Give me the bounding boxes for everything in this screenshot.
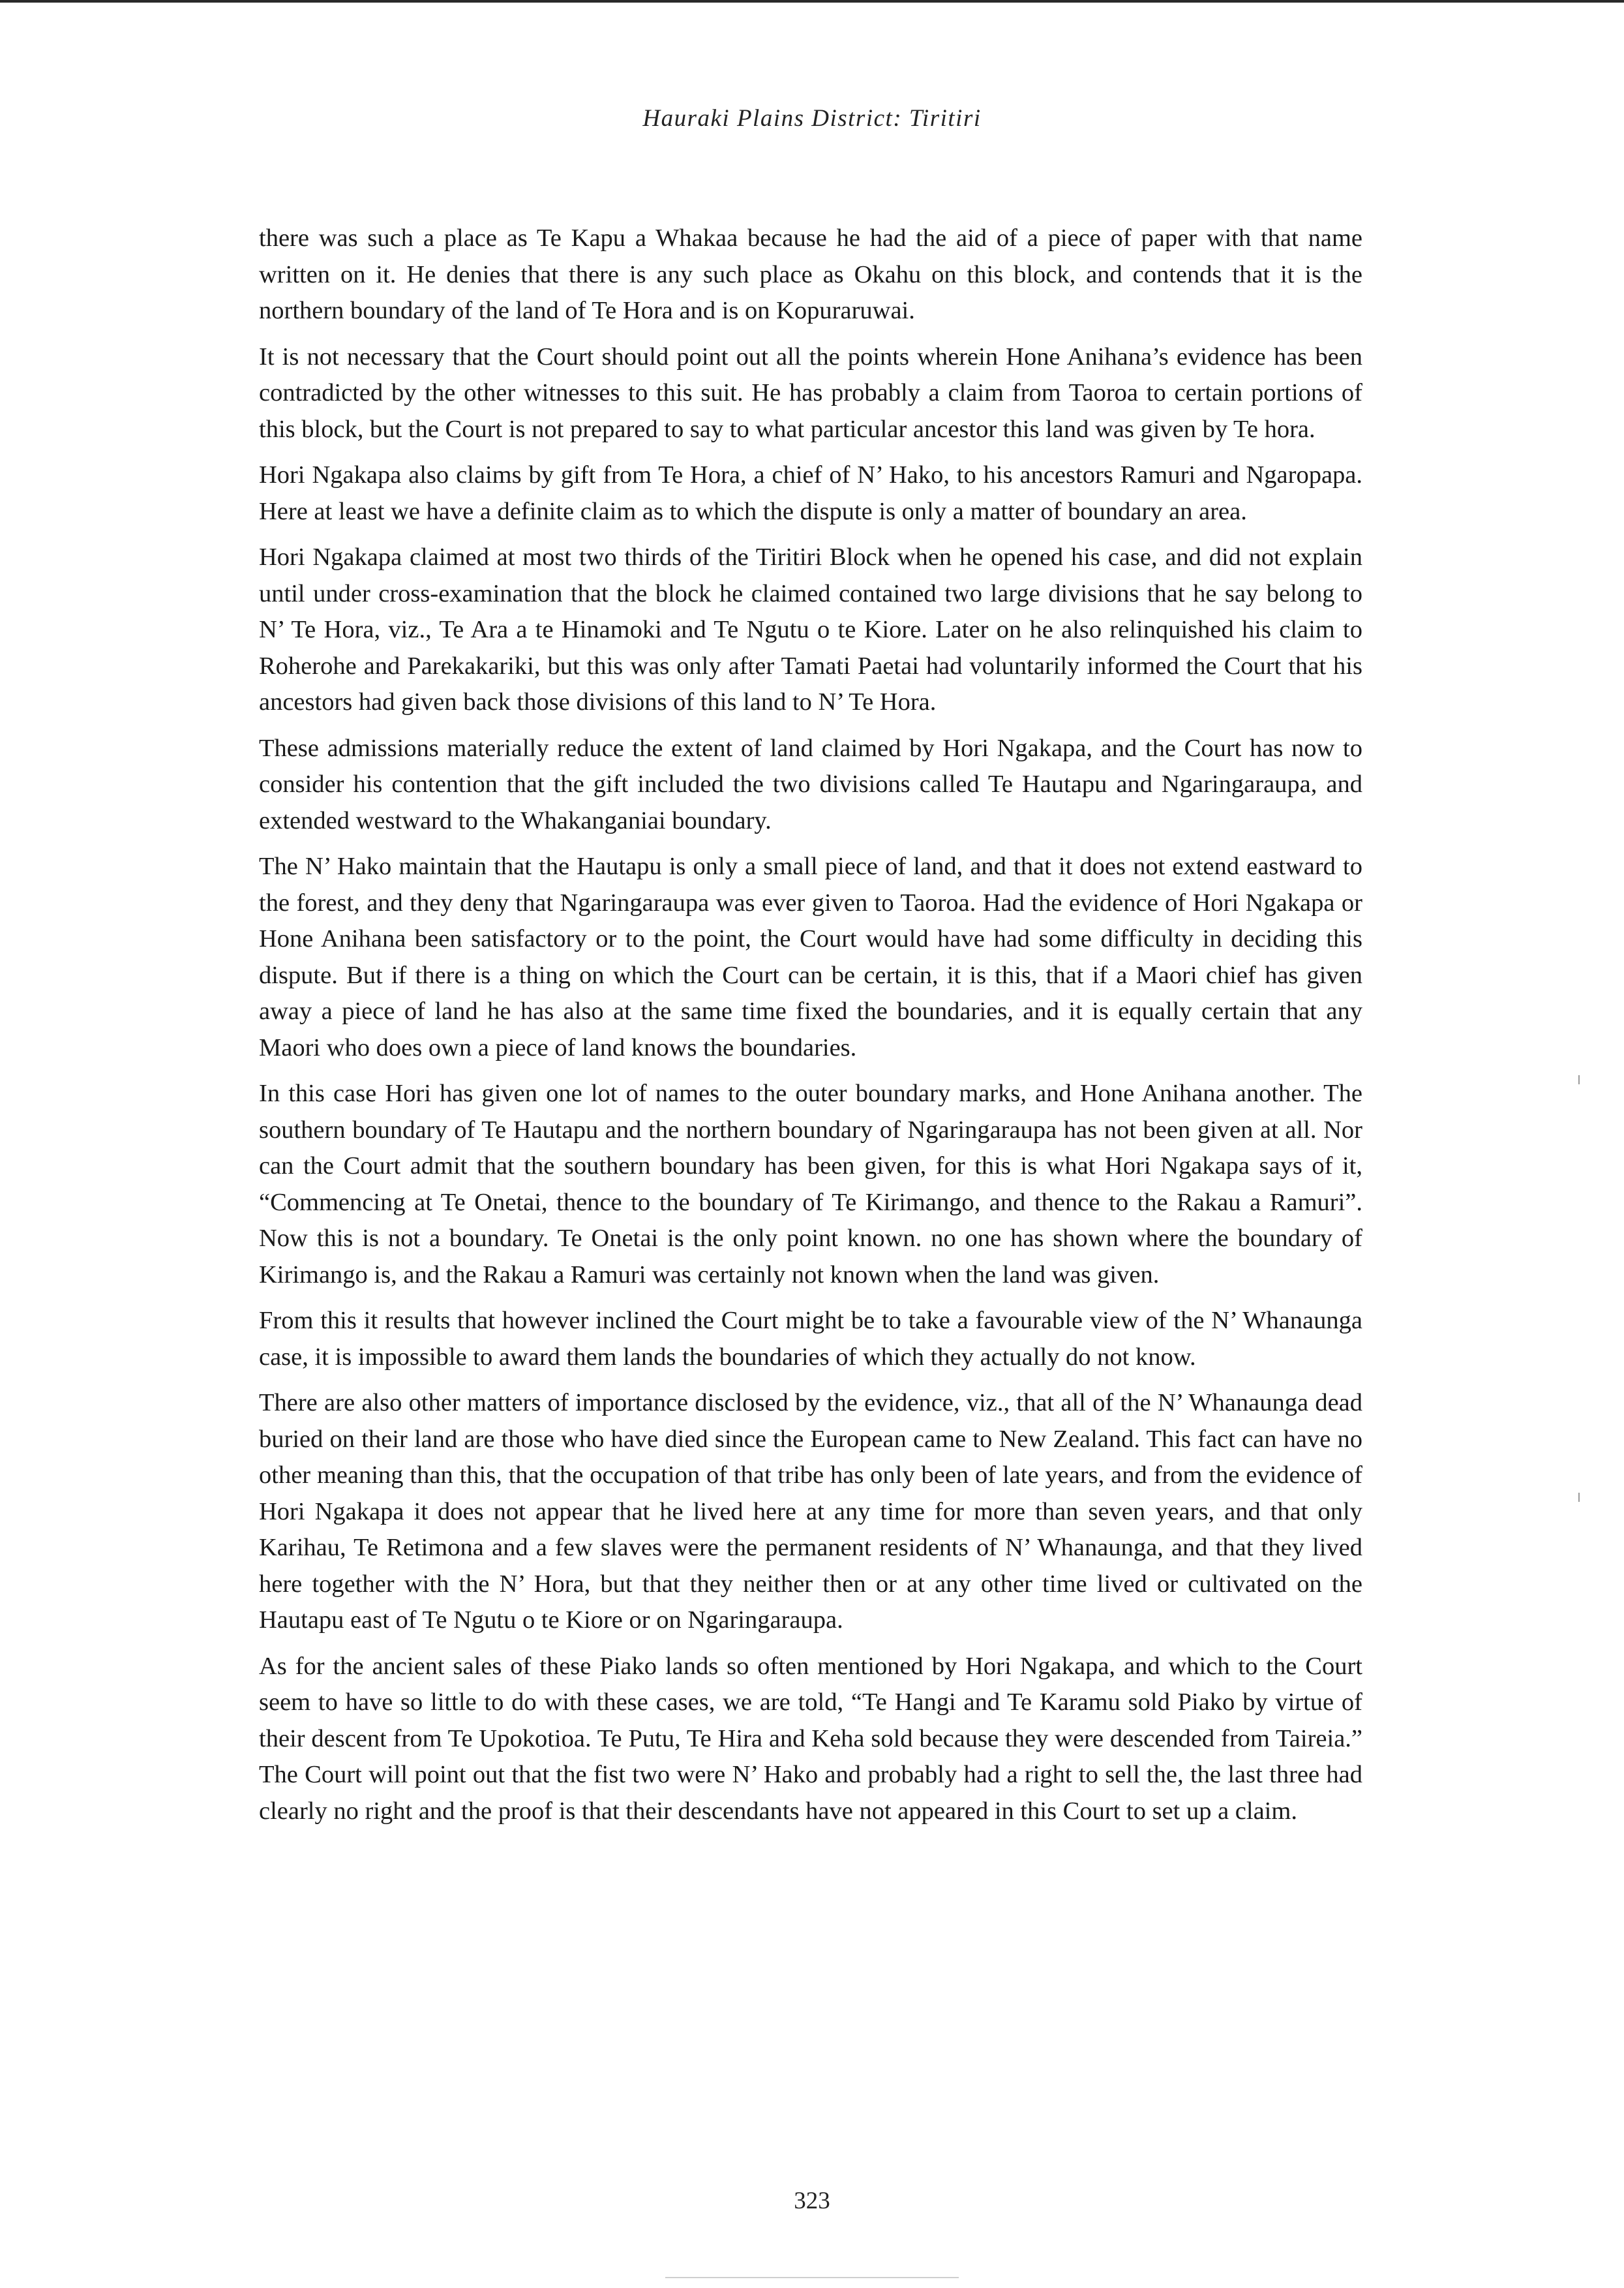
paragraph-9: There are also other matters of importance disclosed by the evidence, viz., that all of the N’ Whanaunga dead buried on their land are those who have died since the European came to New Zealand. This fact can have no other meaning than this, that the occupation of that tribe has only been of late years, and from the evidence of Hori Ngakapa it does not appear that he lived here at any time for more than seven years, and that only Karihau, Te Retimona and a few slaves were the permanent residents of N’ Whanaunga, and that they lived here together with the N’ Hora, but that they neither then or at any other time lived or cultivated on the Hautapu east of Te Ngutu o te Kiore or on Ngaringaraupa.: [259, 1389, 1362, 1634]
margin-speck: [1578, 1493, 1580, 1502]
body-text: [259, 221, 1362, 1839]
paragraph-6: The N’ Hako maintain that the Hautapu is only a small piece of land, and that it does not extend eastward to the forest, and they deny that Ngaringaraupa was ever given to Taoroa. Had the evidence of Hori Ngakapa or Hone Anihana been satisfactory or to the point, the Court would have had some difficulty in deciding this dispute. But if there is a thing on which the Court can be certain, it is this, that if a Maori chief has given away a piece of land he has also at the same time fixed the boundaries, and it is equally certain that any Maori who does own a piece of land knows the boundaries.: [259, 853, 1362, 1061]
paragraph-5: These admissions materially reduce the extent of land claimed by Hori Ngakapa, and the Court has now to consider his contention that the gift included the two divisions called Te Hautapu and Ngaringaraupa, and extended westward to the Whakanganiai boundary.: [259, 734, 1362, 834]
paragraph-2: It is not necessary that the Court should point out all the points wherein Hone Anihana’s evidence has been contradicted by the other witnesses to this suit. He has probably a claim from Taoroa to certain portions of this block, but the Court is not prepared to say to what particular ancestor this land was given by Te hora.: [259, 343, 1362, 443]
bottom-scan-border: [665, 2277, 959, 2278]
paragraph-7: In this case Hori has given one lot of names to the outer boundary marks, and Hone Anihana another. The southern boundary of Te Hautapu and the northern boundary of Ngaringaraupa has not been given at all. Nor can the Court admit that the southern boundary has been given, for this is what Hori Ngakapa says of it, “Commencing at Te Onetai, thence to the boundary of Te Kirimango, and thence to the Rakau a Ramuri”. Now this is not a boundary. Te Onetai is the only point known. no one has shown where the boundary of Kirimango is, and the Rakau a Ramuri was certainly not known when the land was given.: [259, 1080, 1362, 1289]
paragraph-10: As for the ancient sales of these Piako lands so often mentioned by Hori Ngakapa, and which to the Court seem to have so little to do with these cases, we are told, “Te Hangi and Te Karamu sold Piako by virtue of their descent from Te Upokotioa. Te Putu, Te Hira and Keha sold because they were descended from Taireia.” The Court will point out that the fist two were N’ Hako and probably had a right to sell the, the last three had clearly no right and the proof is that their descendants have not appeared in this Court to set up a claim.: [259, 1652, 1362, 1825]
top-scan-border: [0, 0, 1624, 3]
paragraph-4: Hori Ngakapa claimed at most two thirds of the Tiritiri Block when he opened his case, and did not explain until under cross-examination that the block he claimed contained two large divisions that he say belong to N’ Te Hora, viz., Te Ara a te Hinamoki and Te Ngutu o te Kiore. Later on he also relinquished his claim to Roherohe and Parekakariki, but this was only after Tamati Paetai had voluntarily informed the Court that his ancestors had given back those divisions of this land to N’ Te Hora.: [259, 543, 1362, 716]
page-number: 323: [794, 2188, 830, 2214]
margin-speck: [1578, 1075, 1580, 1084]
paragraph-1: there was such a place as Te Kapu a Whakaa because he had the aid of a piece of paper with that name written on it. He denies that there is any such place as Okahu on this block, and contends that it is the northern boundary of the land of Te Hora and is on Kopuraruwai.: [259, 224, 1362, 324]
running-head: Hauraki Plains District: Tiritiri: [642, 105, 982, 132]
paragraph-8: From this it results that however inclined the Court might be to take a favourable view of the N’ Whanaunga case, it is impossible to award them lands the boundaries of which they actually do not know.: [259, 1307, 1362, 1371]
paragraph-3: Hori Ngakapa also claims by gift from Te Hora, a chief of N’ Hako, to his ancestors Ramuri and Ngaropapa. Here at least we have a definite claim as to which the dispute is only a matter of boundary an area.: [259, 461, 1362, 525]
